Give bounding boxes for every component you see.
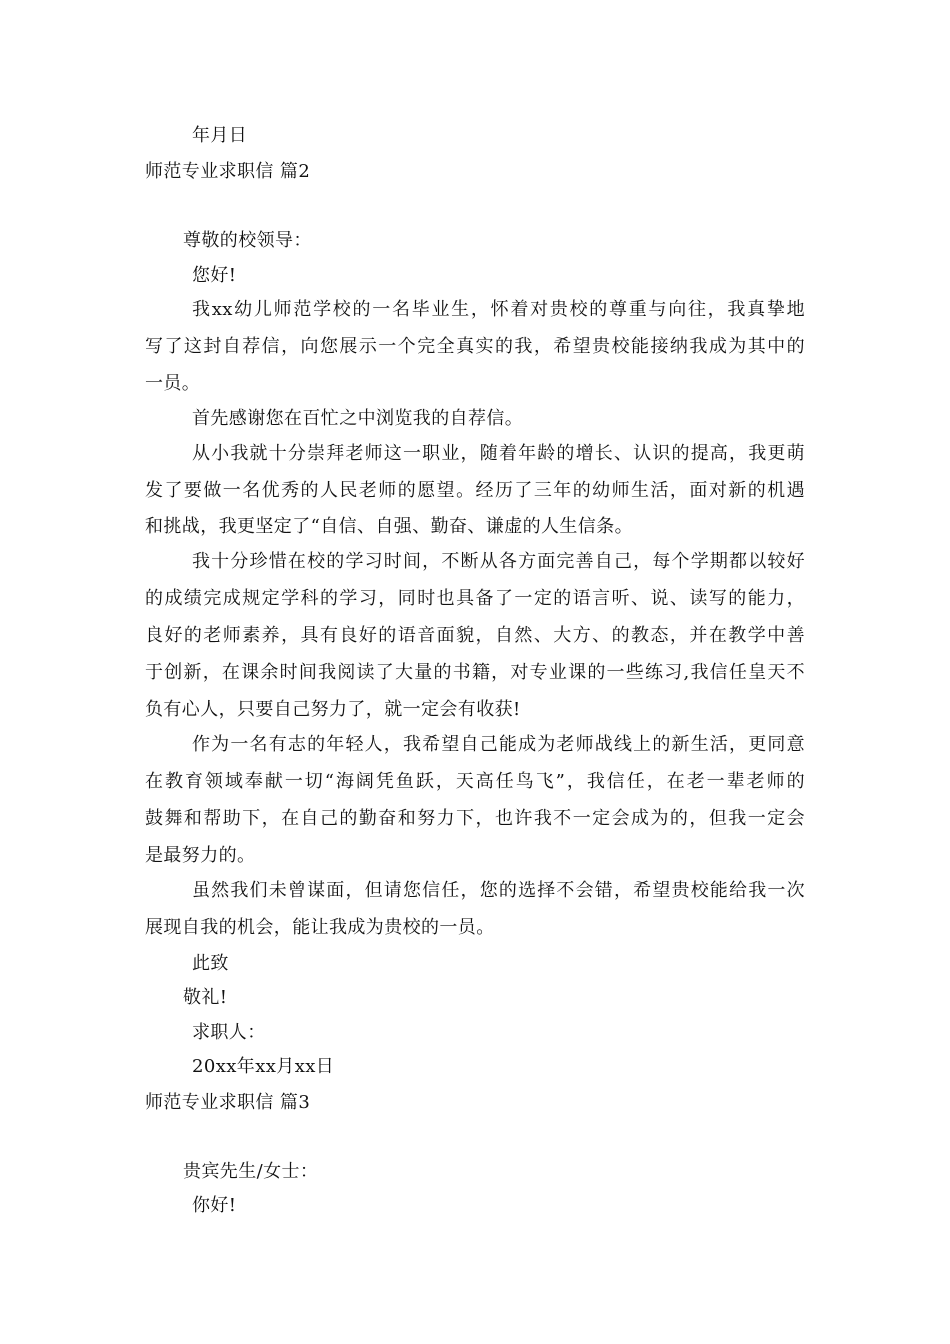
paragraph-line: 在教育领域奉献一切“海阔凭鱼跃，天高任鸟飞”，我信任，在老一辈老师的 — [145, 771, 805, 792]
section2-heading: 师范专业求职信 篇2 — [145, 161, 311, 182]
paragraph-line: 虽然我们未曾谋面，但请您信任，您的选择不会错，希望贵校能给我一次 — [192, 880, 805, 901]
signature-date: 20xx年xx月xx日 — [192, 1056, 335, 1077]
section3-greeting: 你好! — [192, 1195, 237, 1216]
applicant-label: 求职人： — [192, 1022, 266, 1043]
paragraph-line: 的成绩完成规定学科的学习，同时也具备了一定的语言听、说、读写的能力， — [145, 588, 805, 609]
section2-salutation: 尊敬的校领导： — [183, 230, 312, 251]
closing-line: 此致 — [192, 953, 229, 974]
section3-salutation: 贵宾先生/女士： — [183, 1161, 319, 1182]
paragraph-line: 良好的老师素养，具有良好的语音面貌，自然、大方、的教态，并在教学中善 — [145, 625, 805, 646]
paragraph-line: 负有心人，只要自己努力了，就一定会有收获! — [145, 699, 521, 720]
paragraph-line: 鼓舞和帮助下，在自己的勤奋和努力下，也许我不一定会成为的，但我一定会 — [145, 808, 805, 829]
closing-salute: 敬礼! — [183, 987, 228, 1008]
paragraph-line: 从小我就十分崇拜老师这一职业，随着年龄的增长、认识的提高，我更萌 — [192, 443, 805, 464]
paragraph-line: 写了这封自荐信，向您展示一个完全真实的我，希望贵校能接纳我成为其中的 — [145, 336, 805, 357]
paragraph-line: 我xx幼儿师范学校的一名毕业生，怀着对贵校的尊重与向往，我真挚地 — [192, 299, 805, 320]
paragraph-line: 发了要做一名优秀的人民老师的愿望。经历了三年的幼师生活，面对新的机遇 — [145, 480, 805, 501]
section3-heading: 师范专业求职信 篇3 — [145, 1092, 311, 1113]
section2-greeting: 您好! — [192, 265, 237, 286]
paragraph-line: 于创新，在课余时间我阅读了大量的书籍，对专业课的一些练习,我信任皇天不 — [145, 662, 805, 683]
paragraph-line: 我十分珍惜在校的学习时间，不断从各方面完善自己，每个学期都以较好 — [192, 551, 805, 572]
paragraph-line: 展现自我的机会，能让我成为贵校的一员。 — [145, 917, 495, 938]
paragraph-line: 一员。 — [145, 373, 201, 394]
paragraph-line: 是最努力的。 — [145, 845, 256, 866]
paragraph-line: 作为一名有志的年轻人，我希望自己能成为老师战线上的新生活，更同意 — [192, 734, 805, 755]
paragraph-line: 和挑战，我更坚定了“自信、自强、勤奋、谦虚的人生信条。 — [145, 516, 633, 537]
date-line-top: 年月日 — [192, 125, 248, 146]
paragraph-line: 首先感谢您在百忙之中浏览我的自荐信。 — [192, 408, 524, 429]
